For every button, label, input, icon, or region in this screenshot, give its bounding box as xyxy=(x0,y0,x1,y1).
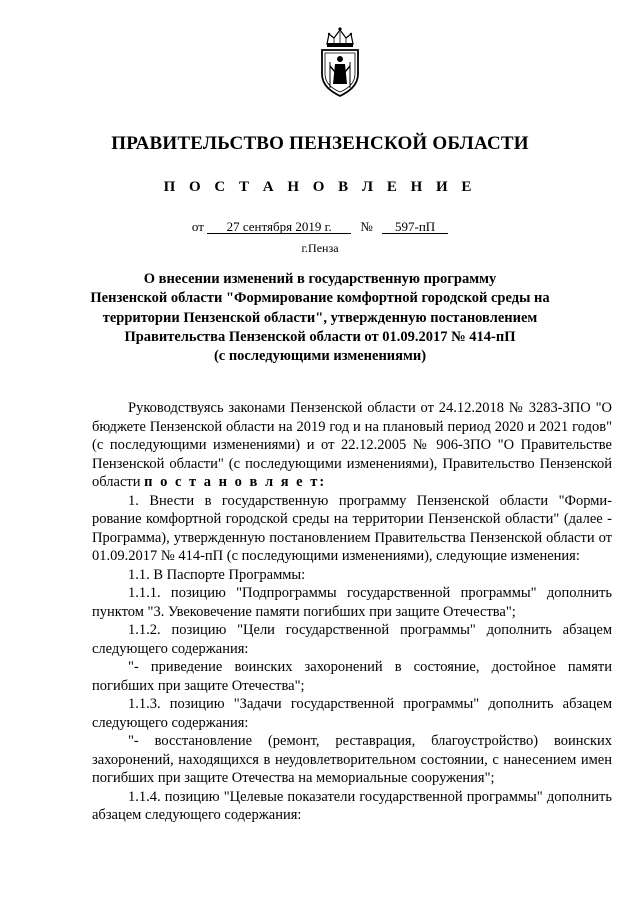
document-body xyxy=(92,399,612,825)
body-paragraph: 1.1.4. позицию "Целевые показатели государственной программы" дополнить абзацем следующего содержания: xyxy=(92,788,612,823)
subject-line: Правительства Пензенской области от 01.09.2017 № 414-пП xyxy=(124,328,516,345)
document-type: П О С Т А Н О В Л Е Н И Е xyxy=(163,179,477,195)
subject-line: Пензенской области "Формирование комфортной городской среды на xyxy=(90,290,550,307)
subject-line: О внесении изменений в государственную программу xyxy=(143,271,497,287)
penza-coat-of-arms-icon xyxy=(318,26,362,98)
body-paragraph: 1.1.1. позицию "Подпрограммы государственной программы" дополнить пунктом "3. Увековечение памяти погибших при защите Отечества"; xyxy=(92,585,612,620)
decree-word: п о с т а н о в л я е т: xyxy=(144,474,327,490)
document-subject xyxy=(60,270,580,366)
subject-line: территории Пензенской области", утвержденную постановлением xyxy=(102,309,538,326)
date-prefix: от xyxy=(191,219,204,234)
body-paragraph: "- приведение воинских захоронений в состояние, достойное памяти погибших при защите Отечества"; xyxy=(92,659,612,694)
government-title: ПРАВИТЕЛЬСТВО ПЕНЗЕНСКОЙ ОБЛАСТИ xyxy=(111,133,529,154)
body-paragraph: 1.1. В Паспорте Программы: xyxy=(128,566,306,583)
body-paragraph: 1.1.2. позицию "Цели государственной программы" дополнить абзацем следующего содержания: xyxy=(92,622,612,657)
body-paragraph: 1. Внести в государственную программу Пензенской области "Форми-рование комфортной городской среды на территории Пензенской области" (далее - Программа), утвержденную постановлением Правительства Пензенской области от 01.09.2017 № 414-пП (с последующими изменениями), следующие изменения: xyxy=(92,492,612,564)
subject-line: (с последующими изменениями) xyxy=(213,348,427,365)
document-date: 27 сентября 2019 г. xyxy=(207,220,351,234)
city: г.Пенза xyxy=(301,241,339,255)
number-sign: № xyxy=(360,219,373,234)
document-number: 597-пП xyxy=(382,220,448,234)
preamble-paragraph xyxy=(92,399,612,492)
date-number-line xyxy=(0,219,640,235)
preamble-text: Руководствуясь законами Пензенской области от 24.12.2018 № 3283-ЗПО "О бюджете Пензенской области на 2019 год и на плановый период 2020 и 2021 годов" (с последующими изменениями) и от 22.12.2005 № 906-ЗПО "О Правительстве Пензенской области" (с последующими изменениями), Правительство Пензенской области xyxy=(92,400,612,490)
body-paragraph: "- восстановление (ремонт, реставрация, благоустройство) воинских захоронений, находящихся в неудовлетворительном состоянии, с нанесением имен погибших при защите Отечества на мемориальные сооружения"; xyxy=(92,733,612,786)
body-paragraph: 1.1.3. позицию "Задачи государственной программы" дополнить абзацем следующего содержания: xyxy=(92,696,612,731)
